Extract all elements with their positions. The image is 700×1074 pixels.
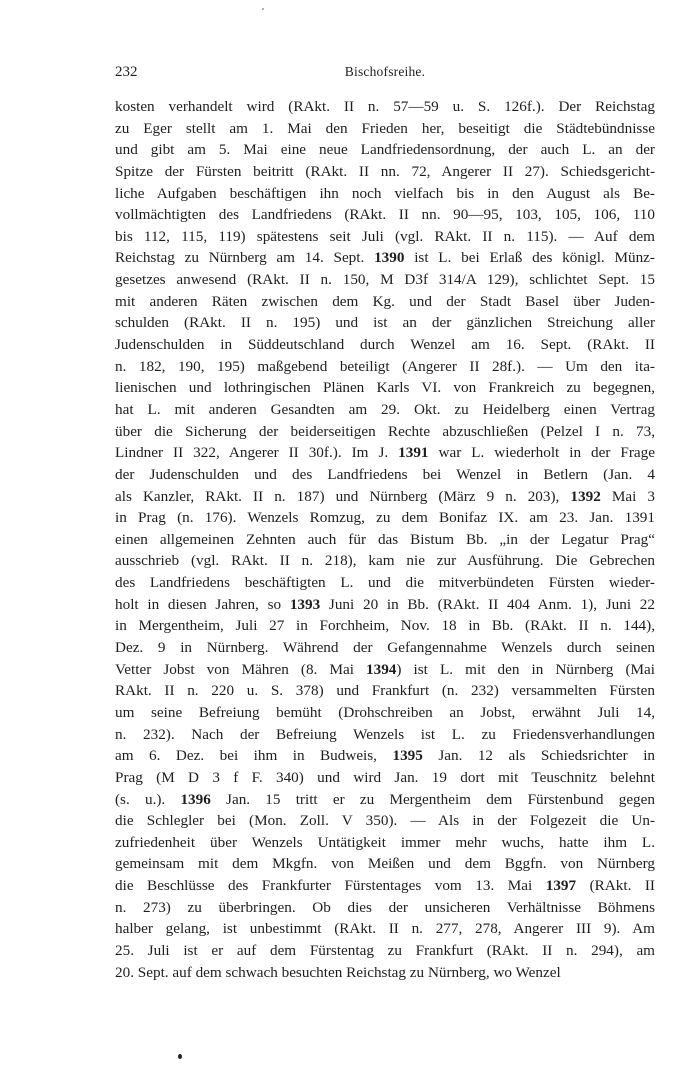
text-segment: vollmächtigten des Landfriedens (RAkt. II nn. 90—95, 103, 105, 106, 110 — [115, 206, 655, 224]
text-line — [115, 918, 655, 940]
text-segment: über die Sicherung der beiderseitigen Rechte abzuschließen (Pelzel I n. 73, — [115, 422, 655, 440]
year-bold: 1397 — [545, 877, 577, 895]
text-segment: 25. Juli ist er auf dem Fürstentag zu Frankfurt (RAkt. II n. 294), am — [115, 941, 655, 959]
text-line — [115, 550, 655, 572]
body-text — [115, 96, 655, 983]
text-line — [115, 247, 655, 269]
year-bold: 1391 — [398, 444, 429, 462]
text-segment: die Schlegler bei (Mon. Zoll. V 350). — Als in der Folgezeit die Un- — [115, 812, 655, 830]
text-segment: n. 273) zu überbringen. Ob dies der unsicheren Verhältnisse Böhmens — [115, 898, 655, 916]
text-segment: zu Eger stellt am 1. Mai den Frieden her, beseitigt die Städtebündnisse — [115, 119, 655, 137]
text-segment: hat L. mit anderen Gesandten am 29. Okt. zu Heidelberg einen Vertrag — [115, 400, 655, 418]
text-line — [115, 745, 655, 767]
year-bold: 1394 — [366, 660, 397, 678]
text-line — [115, 702, 655, 724]
text-line — [115, 464, 655, 486]
text-line — [115, 399, 655, 421]
text-line — [115, 594, 655, 616]
text-segment: Jan. 15 tritt er zu Mergentheim dem Fürstenbund gegen — [210, 790, 655, 808]
text-line — [115, 161, 655, 183]
text-segment: Jan. 12 als Schiedsrichter in — [422, 747, 655, 765]
text-segment: einen allgemeinen Zehnten auch für das Bistum Bb. „in der Legatur Prag“ — [115, 530, 655, 548]
year-bold: 1392 — [570, 487, 601, 505]
text-line — [115, 875, 655, 897]
text-line — [115, 442, 655, 464]
text-segment: und gibt am 5. Mai eine neue Landfriedensordnung, der auch L. an der — [115, 141, 655, 159]
text-line — [115, 291, 655, 313]
text-segment: lienischen und lothringischen Plänen Karls VI. von Frankreich zu begegnen, — [115, 379, 655, 397]
text-segment: schulden (RAkt. II n. 195) und ist an der gänzlichen Streichung aller — [115, 314, 655, 332]
text-line — [115, 810, 655, 832]
text-line — [115, 183, 655, 205]
running-head: Bischofsreihe. — [344, 64, 426, 79]
text-line — [115, 572, 655, 594]
text-segment: holt in diesen Jahren, so — [115, 595, 290, 613]
text-segment: Prag (M D 3 f F. 340) und wird Jan. 19 dort mit Teuschnitz belehnt — [115, 768, 655, 786]
text-segment: ) ist L. mit den in Nürnberg (Mai — [396, 660, 655, 678]
text-line — [115, 637, 655, 659]
text-line — [115, 118, 655, 140]
text-segment: 20. Sept. auf dem schwach besuchten Reichstag zu Nürnberg, wo Wenzel — [115, 963, 561, 981]
text-segment: gemeinsam mit dem Mkgfn. von Meißen und dem Bggfn. von Nürnberg — [115, 855, 655, 873]
text-line — [115, 356, 655, 378]
text-segment: am 6. Dez. bei ihm in Budweis, — [115, 747, 393, 765]
text-line — [115, 507, 655, 529]
text-segment: Mai 3 — [600, 487, 655, 505]
page-number: 232 — [115, 64, 138, 80]
text-line — [115, 615, 655, 637]
text-line — [115, 486, 655, 508]
text-segment: n. 232). Nach der Befreiung Wenzels ist L. zu Friedensverhandlungen — [115, 725, 655, 743]
text-segment: (RAkt. II — [576, 877, 655, 895]
text-line — [115, 96, 655, 118]
page-header — [115, 62, 655, 82]
text-segment: Vetter Jobst von Mähren (8. Mai — [115, 660, 367, 678]
text-segment: (s. u.). — [115, 790, 181, 808]
text-segment: Lindner II 322, Angerer II 30f.). Im J. — [115, 444, 399, 462]
text-line — [115, 269, 655, 291]
text-segment: liche Aufgaben beschäftigen ihn noch vielfach bis in den August als Be- — [115, 184, 655, 202]
text-segment: Judenschulden in Süddeutschland durch Wenzel am 16. Sept. (RAkt. II — [115, 336, 655, 354]
text-segment: in Prag (n. 176). Wenzels Romzug, zu dem Bonifaz IX. am 23. Jan. 1391 — [115, 509, 655, 527]
text-line — [115, 312, 655, 334]
text-segment: Reichstag zu Nürnberg am 14. Sept. — [115, 249, 375, 267]
text-segment: ist L. bei Erlaß des königl. Münz- — [404, 249, 655, 267]
text-line — [115, 529, 655, 551]
year-bold: 1390 — [374, 249, 405, 267]
year-bold: 1393 — [289, 595, 321, 613]
year-bold: 1395 — [392, 747, 423, 765]
text-segment: RAkt. II n. 220 u. S. 378) und Frankfurt (n. 232) versammelten Fürsten — [115, 682, 655, 700]
print-speck — [262, 8, 264, 10]
text-segment: als Kanzler, RAkt. II n. 187) und Nürnberg (März 9 n. 203), — [115, 487, 571, 505]
text-segment: n. 182, 190, 195) maßgebend beteiligt (Angerer II 28f.). — Um den ita- — [115, 357, 655, 375]
text-segment: kosten verhandelt wird (RAkt. II n. 57—59 u. S. 126f.). Der Reichstag — [115, 98, 655, 115]
text-line — [115, 377, 655, 399]
text-line — [115, 832, 655, 854]
text-segment: bis 112, 115, 119) spätestens seit Juli (vgl. RAkt. II n. 115). — Auf dem — [115, 227, 655, 245]
text-line — [115, 334, 655, 356]
text-segment: Dez. 9 in Nürnberg. Während der Gefangennahme Wenzels durch seinen — [115, 639, 655, 657]
text-line — [115, 853, 655, 875]
text-segment: halber gelang, ist unbestimmt (RAkt. II n. 277, 278, Angerer III 9). Am — [115, 920, 655, 938]
text-segment: ausschrieb (vgl. RAkt. II n. 218), kam nie zur Ausführung. Die Gebrechen — [115, 552, 655, 570]
text-line — [115, 226, 655, 248]
year-bold: 1396 — [180, 790, 211, 808]
text-line — [115, 680, 655, 702]
text-line — [115, 659, 655, 681]
text-segment: mit anderen Räten zwischen dem Kg. und der Stadt Basel über Juden- — [115, 292, 655, 310]
text-line — [115, 724, 655, 746]
text-segment: war L. wiederholt in der Frage — [428, 444, 655, 462]
text-line — [115, 139, 655, 161]
text-segment: um seine Befreiung bemüht (Drohschreiben an Jobst, erwähnt Juli 14, — [115, 703, 655, 721]
text-line — [115, 897, 655, 919]
text-line — [115, 204, 655, 226]
print-speck — [178, 1054, 182, 1059]
text-segment: in Mergentheim, Juli 27 in Forchheim, Nov. 18 in Bb. (RAkt. II n. 144), — [115, 617, 655, 635]
text-segment: des Landfriedens beschäftigten L. und die mitverbündeten Fürsten wieder- — [115, 574, 655, 592]
text-segment: die Beschlüsse des Frankfurter Fürstentages vom 13. Mai — [115, 877, 546, 895]
text-segment: gesetzes anwesend (RAkt. II n. 150, M D3f 314/A 129), schlichtet Sept. 15 — [115, 271, 655, 289]
text-segment: Juni 20 in Bb. (RAkt. II 404 Anm. 1), Juni 22 — [320, 595, 655, 613]
text-segment: zufriedenheit über Wenzels Untätigkeit immer mehr wuchs, hatte ihm L. — [115, 833, 655, 851]
text-line — [115, 421, 655, 443]
text-line — [115, 940, 655, 962]
text-line — [115, 767, 655, 789]
text-segment: der Judenschulden und des Landfriedens bei Wenzel in Betlern (Jan. 4 — [115, 465, 655, 483]
text-line — [115, 962, 655, 984]
text-line — [115, 789, 655, 811]
text-segment: Spitze der Fürsten beitritt (RAkt. II nn. 72, Angerer II 27). Schiedsgericht- — [115, 162, 655, 180]
